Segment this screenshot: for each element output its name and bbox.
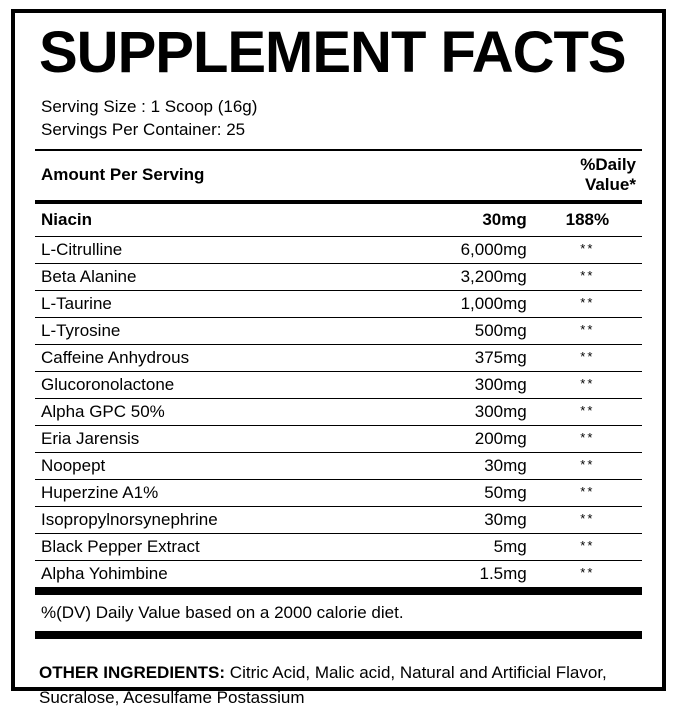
table-row	[35, 561, 642, 588]
other-ingredients-text: Citric Acid, Malic acid, Natural and Artificial Flavor, Sucralose, Acesulfame Postassium	[39, 663, 607, 707]
daily-value-note: %(DV) Daily Value based on a 2000 calorie diet.	[41, 603, 404, 623]
table-row	[35, 453, 642, 480]
ingredient-dv: **	[533, 399, 642, 426]
ingredient-dv: **	[533, 264, 642, 291]
ingredient-amount: 30mg	[387, 507, 533, 534]
ingredient-amount: 300mg	[387, 372, 533, 399]
ingredient-amount: 500mg	[387, 318, 533, 345]
servings-per-container-text: Servings Per Container: 25	[41, 119, 246, 139]
ingredient-name: Beta Alanine	[35, 264, 387, 291]
ingredient-dv: **	[533, 237, 642, 264]
ingredient-dv: **	[533, 318, 642, 345]
ingredient-name: L-Tyrosine	[35, 318, 387, 345]
ingredient-dv: **	[533, 426, 642, 453]
table-row	[35, 318, 642, 345]
table-row	[35, 480, 642, 507]
divider-above-other-ingredients	[35, 631, 642, 639]
ingredient-name: L-Taurine	[35, 291, 387, 318]
serving-info	[41, 96, 642, 141]
header-spacer	[387, 151, 533, 200]
nutrients-table	[35, 204, 642, 587]
ingredient-dv: **	[533, 480, 642, 507]
other-ingredients-label: OTHER INGREDIENTS:	[39, 663, 226, 683]
ingredient-amount: 50mg	[387, 480, 533, 507]
amount-header-table	[35, 151, 642, 200]
ingredient-amount: 375mg	[387, 345, 533, 372]
ingredient-name: Isopropylnorsynephrine	[35, 507, 387, 534]
ingredient-dv: **	[533, 561, 642, 588]
table-row	[35, 291, 642, 318]
ingredient-amount: 6,000mg	[387, 237, 533, 264]
ingredient-amount: 1.5mg	[387, 561, 533, 588]
ingredient-name: Black Pepper Extract	[35, 534, 387, 561]
table-row	[35, 507, 642, 534]
niacin-name: Niacin	[41, 210, 93, 230]
ingredient-name: Caffeine Anhydrous	[35, 345, 387, 372]
divider-below-table	[35, 587, 642, 595]
ingredient-dv: **	[533, 507, 642, 534]
supplement-facts-panel	[11, 9, 666, 707]
ingredient-amount: 30mg	[387, 453, 533, 480]
table-row	[35, 237, 642, 264]
ingredient-name: L-Citrulline	[35, 237, 387, 264]
ingredient-name: Glucoronolactone	[35, 372, 387, 399]
niacin-dv: 188%	[565, 210, 610, 230]
table-row	[35, 534, 642, 561]
ingredient-amount: 200mg	[387, 426, 533, 453]
ingredient-name: Alpha Yohimbine	[35, 561, 387, 588]
table-row	[35, 372, 642, 399]
ingredient-dv: **	[533, 345, 642, 372]
ingredient-name: Noopept	[35, 453, 387, 480]
page-title: SUPPLEMENT FACTS	[39, 20, 626, 85]
table-header-row	[35, 151, 642, 200]
ingredient-amount: 1,000mg	[387, 291, 533, 318]
table-row	[35, 345, 642, 372]
ingredient-amount: 300mg	[387, 399, 533, 426]
serving-size-text: Serving Size : 1 Scoop (16g)	[41, 97, 258, 116]
niacin-amount: 30mg	[482, 210, 527, 230]
other-ingredients	[39, 661, 642, 710]
table-row	[35, 264, 642, 291]
ingredient-dv: **	[533, 372, 642, 399]
ingredient-amount: 5mg	[387, 534, 533, 561]
ingredient-name: Alpha GPC 50%	[35, 399, 387, 426]
amount-per-serving-header: Amount Per Serving	[41, 165, 205, 185]
ingredient-dv: **	[533, 453, 642, 480]
table-row-niacin	[35, 204, 642, 237]
daily-value-header: %Daily Value*	[580, 155, 636, 195]
table-row	[35, 399, 642, 426]
ingredient-amount: 3,200mg	[387, 264, 533, 291]
ingredient-name: Eria Jarensis	[35, 426, 387, 453]
ingredient-name: Huperzine A1%	[35, 480, 387, 507]
ingredient-dv: **	[533, 291, 642, 318]
table-row	[35, 426, 642, 453]
ingredient-dv: **	[533, 534, 642, 561]
